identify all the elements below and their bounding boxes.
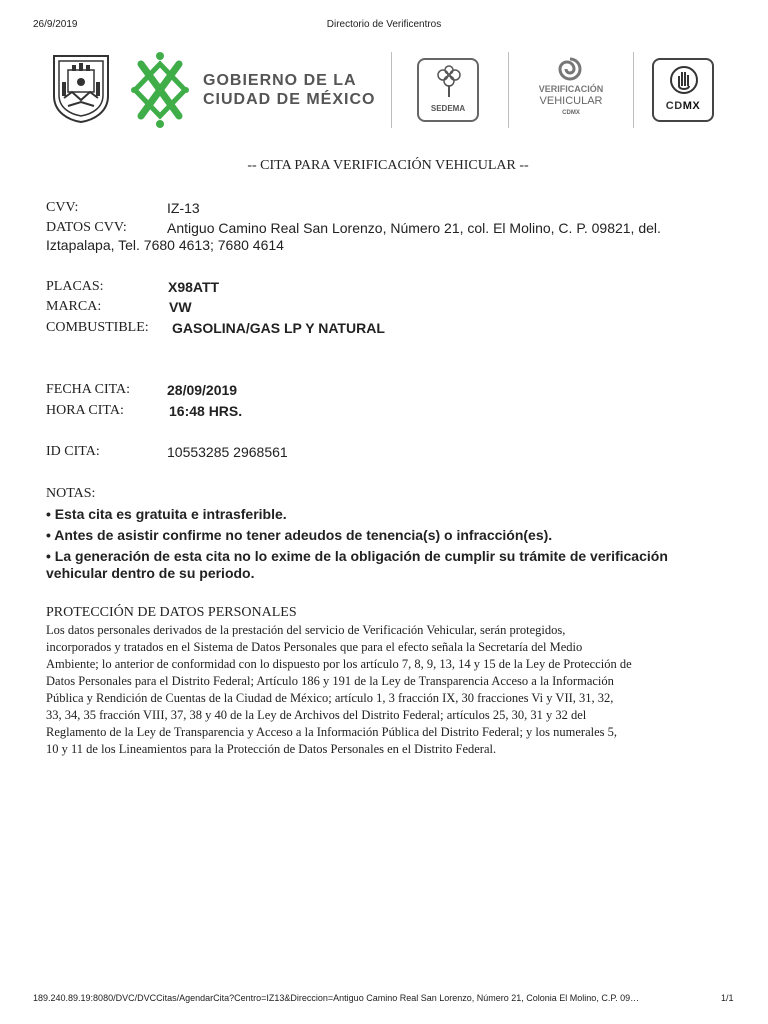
id-cita-label: ID CITA: <box>46 444 100 459</box>
coat-of-arms-logo <box>50 52 112 129</box>
verificacion-vehicular-logo <box>530 56 612 122</box>
proteccion-line: 10 y 11 de los Lineamientos para la Protección de Datos Personales en el Distrito Federal. <box>46 742 497 756</box>
marca-label: MARCA: <box>46 299 102 314</box>
proteccion-body <box>46 622 766 758</box>
cvv-label: CVV: <box>46 200 79 215</box>
cdmx-wordmark <box>654 100 712 112</box>
logo-divider <box>633 52 634 128</box>
combustible-value: GASOLINA/GAS LP Y NATURAL <box>172 320 385 336</box>
proteccion-line: Los datos personales derivados de la prestación del servicio de Verificación Vehicular, serán protegidos, <box>46 623 566 637</box>
marca-value: VW <box>169 299 192 315</box>
verificacion-line-1: VERIFICACIÓN <box>538 84 604 94</box>
fecha-cita-value: 28/09/2019 <box>167 382 238 398</box>
cdmx-cd: CD <box>665 100 683 112</box>
government-line-2: CIUDAD DE MÉXICO <box>203 91 376 108</box>
print-footer-page: 1/1 <box>721 993 734 1003</box>
print-footer-url: 189.240.89.19:8080/DVC/DVCCitas/AgendarCita?Centro=IZ13&Direccion=Antiguo Camino Real San Lorenzo, Número 21, Colonia El Molino, C.P. 09… <box>33 993 640 1003</box>
fecha-cita-label: FECHA CITA: <box>46 382 131 397</box>
placas-value: X98ATT <box>168 279 220 295</box>
spiral-icon <box>557 56 583 82</box>
proteccion-line: Pública y Rendición de Cuentas de la Ciudad de México; artículo 1, 3 fracción IX, 30 fracciones Vi y VII, 31, 32, <box>46 691 614 705</box>
print-title: Directorio de Verificentros <box>326 19 442 30</box>
hora-cita-value: 16:48 HRS. <box>169 403 243 419</box>
cdmx-emblem-logo <box>131 50 189 135</box>
government-line-1: GOBIERNO DE LA <box>203 72 357 89</box>
cdmx-mx: MX <box>682 100 701 112</box>
proteccion-line: incorporados y tratados en el Sistema de Datos Personales que para el efecto señala la Secretaría del Medio <box>46 640 583 654</box>
sedema-label: SEDEMA <box>430 104 466 113</box>
combustible-label: COMBUSTIBLE: <box>46 320 149 335</box>
logo-divider <box>391 52 392 128</box>
placas-label: PLACAS: <box>46 279 104 294</box>
logo-divider <box>508 52 509 128</box>
nota-item-2: • Antes de asistir confirme no tener adeudos de tenencia(s) o infracción(es). <box>46 527 553 543</box>
sedema-logo <box>417 58 479 122</box>
proteccion-title: PROTECCIÓN DE DATOS PERSONALES <box>46 605 297 620</box>
datos-cvv-label: DATOS CVV: <box>46 220 127 235</box>
hora-cita-label: HORA CITA: <box>46 403 124 418</box>
nota-item-3-line-2: vehicular dentro de su periodo. <box>46 565 255 581</box>
datos-cvv-value-line-2: Iztapalapa, Tel. 7680 4613; 7680 4614 <box>46 237 284 253</box>
verificacion-line-2: VEHICULAR <box>539 95 603 107</box>
cvv-value: IZ-13 <box>167 200 200 216</box>
proteccion-line: 33, 34, 35 fracción VIII, 37, 38 y 40 de la Ley de Archivos del Distrito Federal; artículos 25, 30, 31 y 32 del <box>46 708 587 722</box>
cdmx-logo <box>652 58 714 122</box>
verificacion-sub: CDMX <box>562 110 580 116</box>
nota-item-1: • Esta cita es gratuita e intrasferible. <box>46 506 287 522</box>
hand-icon <box>669 64 699 96</box>
nota-item-3-line-1: • La generación de esta cita no lo exime de la obligación de cumplir su trámite de verificación <box>46 548 668 564</box>
print-date: 26/9/2019 <box>33 19 78 30</box>
proteccion-line: Reglamento de la Ley de Transparencia y Acceso a la Información Pública del Distrito Federal; y los numerales 5, <box>46 725 618 739</box>
government-wordmark <box>203 71 375 109</box>
notas-label: NOTAS: <box>46 486 96 501</box>
id-cita-value: 10553285 2968561 <box>167 444 288 460</box>
proteccion-line: Datos Personales para el Distrito Federal; Artículo 186 y 191 de la Ley de Transparencia Acceso a la Información <box>46 674 614 688</box>
tree-icon <box>434 65 464 99</box>
proteccion-line: Ambiente; lo anterior de conformidad con lo dispuesto por los artículo 7, 8, 9, 13, 14 y 15 de la Ley de Protección de <box>46 657 632 671</box>
datos-cvv-value-line-1: Antiguo Camino Real San Lorenzo, Número 21, col. El Molino, C. P. 09821, del. <box>167 220 661 236</box>
document-heading: -- CITA PARA VERIFICACIÓN VEHICULAR -- <box>247 158 529 173</box>
